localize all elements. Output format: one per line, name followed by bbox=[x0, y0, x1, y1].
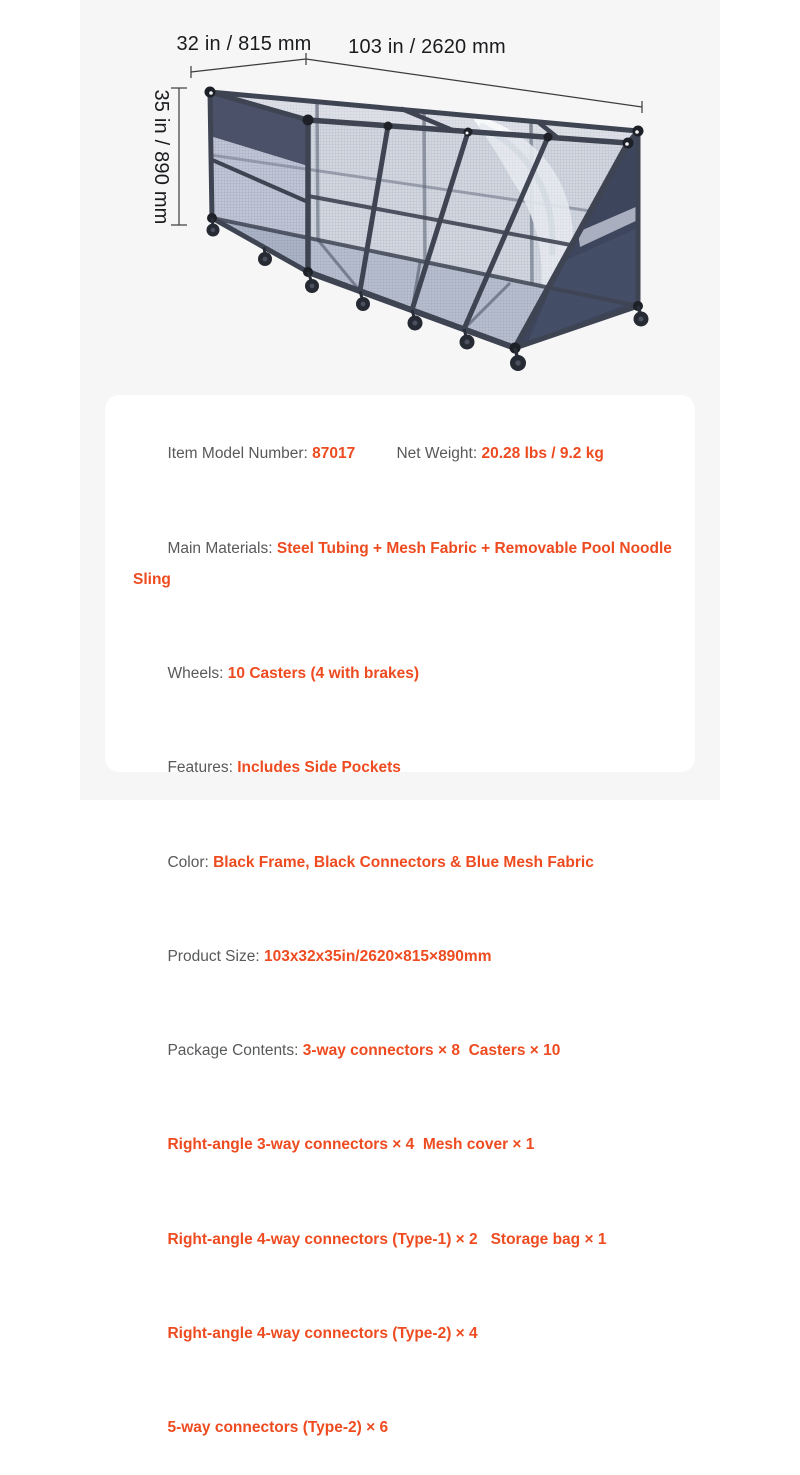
spec-label: Color: bbox=[167, 853, 214, 871]
spec-value: Right-angle 4-way connectors (Type-1) × 2 Storage bag × 1 bbox=[167, 1230, 607, 1248]
product-figure bbox=[80, 0, 720, 395]
spec-row-package-1 bbox=[133, 1004, 677, 1098]
spec-pair bbox=[167, 438, 396, 469]
spec-row-package-3 bbox=[133, 1192, 677, 1286]
spec-pair bbox=[396, 445, 603, 462]
storage-bin-illustration bbox=[205, 87, 649, 372]
spec-row-color bbox=[133, 815, 677, 909]
dimension-depth-label: 32 in / 815 mm bbox=[176, 33, 312, 55]
spec-row-features bbox=[133, 721, 677, 815]
spec-row-package-5 bbox=[133, 1381, 677, 1475]
spec-value: 87017 bbox=[312, 445, 356, 463]
dimension-height-label: 35 in / 890 mm bbox=[150, 89, 172, 225]
spec-value: Right-angle 4-way connectors (Type-2) × 4 bbox=[167, 1324, 478, 1342]
spec-value: Black Frame, Black Connectors & Blue Mesh Fabric bbox=[213, 853, 594, 871]
spec-value: 3-way connectors × 8 Casters × 10 bbox=[302, 1042, 561, 1060]
spec-row-package-2 bbox=[133, 1098, 677, 1192]
spec-panel bbox=[105, 395, 695, 1436]
spec-value: 103x32x35in/2620×815×890mm bbox=[263, 947, 492, 965]
spec-label: Item Model Number: bbox=[167, 445, 313, 463]
spec-value: 5-way connectors (Type-2) × 6 bbox=[167, 1419, 389, 1436]
spec-value: Right-angle 3-way connectors × 4 Mesh cover × 1 bbox=[167, 1136, 535, 1154]
spec-value: Steel Tubing + Mesh Fabric + Removable Pool Noodle Sling bbox=[133, 539, 677, 589]
spec-row-size bbox=[133, 910, 677, 1004]
spec-label: Net Weight: bbox=[396, 445, 482, 463]
spec-label: Main Materials: bbox=[167, 539, 277, 557]
product-card bbox=[80, 0, 720, 1436]
spec-row-materials bbox=[133, 501, 677, 627]
spec-row-package-4 bbox=[133, 1286, 677, 1380]
spec-value: 20.28 lbs / 9.2 kg bbox=[481, 445, 604, 463]
spec-label: Package Contents: bbox=[167, 1042, 303, 1060]
spec-label: Features: bbox=[167, 759, 238, 777]
spec-value: Includes Side Pockets bbox=[237, 759, 401, 777]
spec-row-model-weight bbox=[133, 407, 677, 501]
dimension-length-label: 103 in / 2620 mm bbox=[348, 36, 506, 58]
spec-row-wheels bbox=[133, 627, 677, 721]
spec-value: 10 Casters (4 with brakes) bbox=[227, 665, 420, 683]
spec-label: Wheels: bbox=[167, 665, 228, 683]
spec-label: Product Size: bbox=[167, 947, 264, 965]
